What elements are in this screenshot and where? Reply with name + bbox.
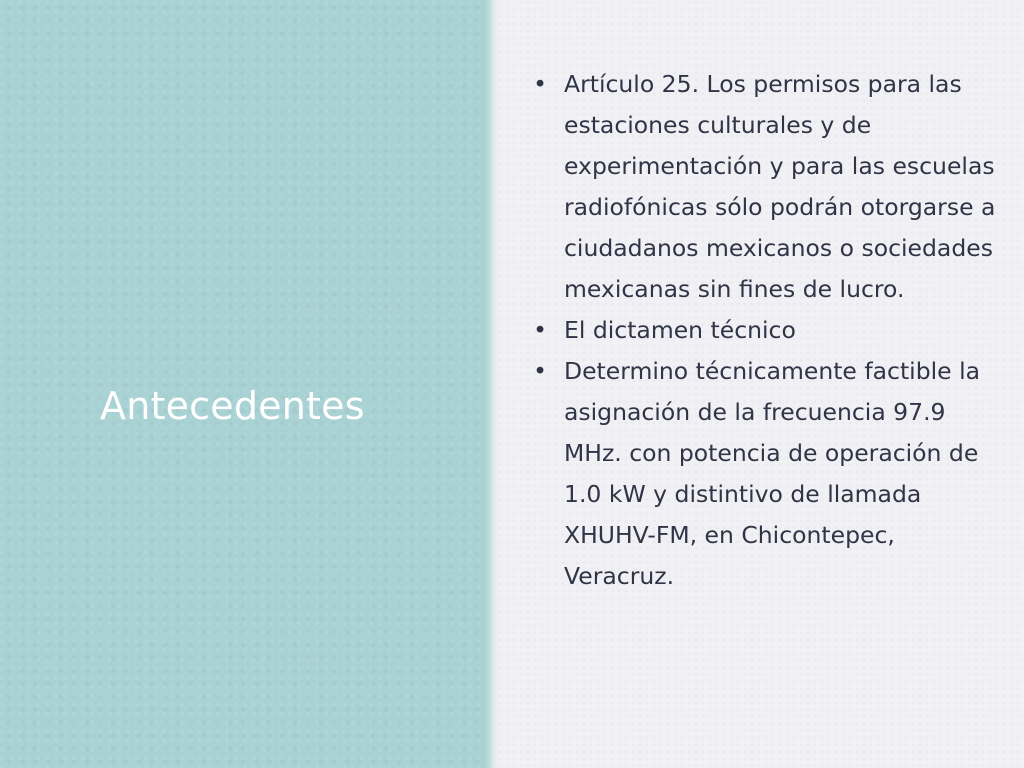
- bullet-text: El dictamen técnico: [564, 316, 796, 344]
- bullet-icon: •: [533, 70, 547, 98]
- slide-title: Antecedentes: [100, 384, 365, 428]
- panel-divider: [484, 0, 498, 768]
- bullet-item-dictamen: [528, 310, 998, 351]
- bullet-item-determino: [528, 351, 998, 597]
- bullet-list: [528, 64, 998, 597]
- bullet-item-articulo-25: [528, 64, 998, 310]
- bullet-text: Determino técnicamente factible la asignación de la frecuencia 97.9 MHz. con potencia de operación de 1.0 kW y distintivo de llamada XHUHV-FM, en Chicontepec, Veracruz.: [564, 357, 981, 590]
- bullet-icon: •: [533, 316, 547, 344]
- bullet-text: Artículo 25. Los permisos para las estaciones culturales y de experimentación y para las escuelas radiofónicas sólo podrán otorgarse a ciudadanos mexicanos o sociedades mexicanas sin fines de lucro.: [564, 70, 996, 303]
- bullet-icon: •: [533, 357, 547, 385]
